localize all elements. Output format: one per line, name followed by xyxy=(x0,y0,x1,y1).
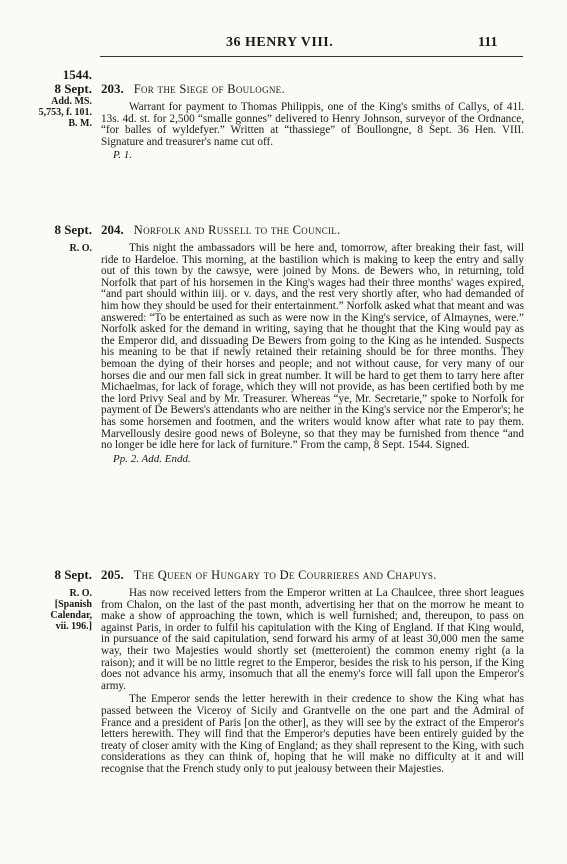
entry-204 xyxy=(101,223,524,465)
entry-number: 205. xyxy=(101,567,124,582)
margin-source: [Spanish xyxy=(54,599,92,610)
margin-note-203 xyxy=(22,68,92,129)
entry-title: The Queen of Hungary to De Courrieres and Chapuys. xyxy=(133,568,437,582)
entry-paragraph: This night the ambassadors will be here and, tomorrow, after breaking their fast, will ride to Hardeloe. This morning, at the bastilion which is making to keep the entry and sally out of this town by the cawsye, were joined by Mons. de Bewers who, in returning, told Norfolk that part of his horsemen in the King's wages had their three months' wages expired, “and part should within iiij. or v. days, and the rest very shortly after, who had demanded of him how they should be used for their entertainment.” Norfolk asked what that meant and was answered: “To be entertained as such as were now in the King's service, of Almaynes, were.” Norfolk asked for the demand in writing, saying that he thought that the King would pay as the Emperor did, and dissuading De Bewers from going to the King as he intended. Suspects his meaning to be that if newly retained their retaining should be for three months. They bemoan the dying of their horses and people; and not without cause, for very many of our horses die and our men fall sick in great number. It will be hard to get them to tarry here after Michaelmas, for lack of forage, which they will not provide, as has been certified both by me the lord Privy Seal and by Mr. Treasurer. Whereas “ye, Mr. Secretarie,” spoke to Norfolk for payment of De Bewers's attendants who are neither in the King's service nor the Emperor's; he has some horsemen and footmen, and the writers would know after what rate to pay them. Marvellously desire good news of Boleyne, so that they may be furnished from thence “and no longer be idle here for lack of furniture.” From the camp, 8 Sept. 1544. Signed. xyxy=(101,242,524,452)
entry-heading xyxy=(101,223,524,237)
entry-203 xyxy=(101,82,524,162)
margin-source: 5,753, f. 101. xyxy=(38,107,92,118)
entry-title: Norfolk and Russell to the Council. xyxy=(133,223,341,237)
margin-source: R. O. xyxy=(69,243,92,254)
page-number: 111 xyxy=(478,35,498,50)
margin-date: 8 Sept. xyxy=(54,567,92,582)
margin-date: 8 Sept. xyxy=(54,81,92,96)
margin-year: 1544. xyxy=(62,67,92,82)
margin-source: R. O. xyxy=(69,588,92,599)
entry-number: 204. xyxy=(101,222,124,237)
margin-source: vii. 196.] xyxy=(55,621,92,632)
entry-number: 203. xyxy=(101,81,124,96)
entry-paragraph: The Emperor sends the letter herewith in their credence to show the King what has passed between the Viceroy of Sicily and Grantvelle on the one part and the Admiral of France and a president of Paris [on the other], as they will see by the extract of the Emperor's letters herewith. They will find that the Emperor's deputies have been entirely guided by the treaty of closer amity with the King of England; as they shall represent to the King, with such considerations as they can think of, hoping that he will make no difficulty at it and will recognise that the French study only to put jealousy between their Majesties. xyxy=(101,693,524,775)
margin-note-204 xyxy=(22,223,92,254)
running-head: 36 HENRY VIII. xyxy=(226,35,334,50)
entry-heading xyxy=(101,568,524,582)
header-rule xyxy=(100,56,523,57)
margin-note-205 xyxy=(22,568,92,632)
page-header xyxy=(0,35,567,53)
margin-source: Add. MS. xyxy=(51,96,92,107)
entry-205 xyxy=(101,568,524,776)
entry-note: Pp. 2. Add. Endd. xyxy=(113,452,191,465)
margin-source: B. M. xyxy=(68,118,92,129)
entry-title: For the Siege of Boulogne. xyxy=(133,82,285,96)
entry-heading xyxy=(101,82,524,96)
entry-paragraph: Warrant for payment to Thomas Philippis, one of the King's smiths of Callys, of 41l. 13s. 4d. st. for 2,500 “smalle gonnes” delivered to Henry Johnson, surveyor of the Ordnance, “for balles of wyldefyer.” Written at “thassiege” of Boullongne, 8 Sept. 36 Hen. VIII. Signature and treasurer's name cut off. xyxy=(101,101,524,148)
entry-paragraph: Has now received letters from the Emperor written at La Chaulcee, three short leagues from Chalon, on the last of the past month, advertising her that on the morrow he meant to make a show of approaching the town, which is well furnished; and, thereupon, to pass on against Paris, in order to fulfil his capitulation with the King of England. If that King would, in pursuance of the said capitulation, send forward his army of at least 30,000 men the same way, their two Majesties would shortly set (metteroient) the common enemy right (a la raison); and it will be no little regret to the Emperor, besides the risk to his person, if the King does not advance his army, insomuch that all the enemy's force will fall upon the Emperor's army. xyxy=(101,587,524,692)
entry-note: P. 1. xyxy=(113,149,133,162)
margin-source: Calendar, xyxy=(50,610,92,621)
margin-date: 8 Sept. xyxy=(54,222,92,237)
